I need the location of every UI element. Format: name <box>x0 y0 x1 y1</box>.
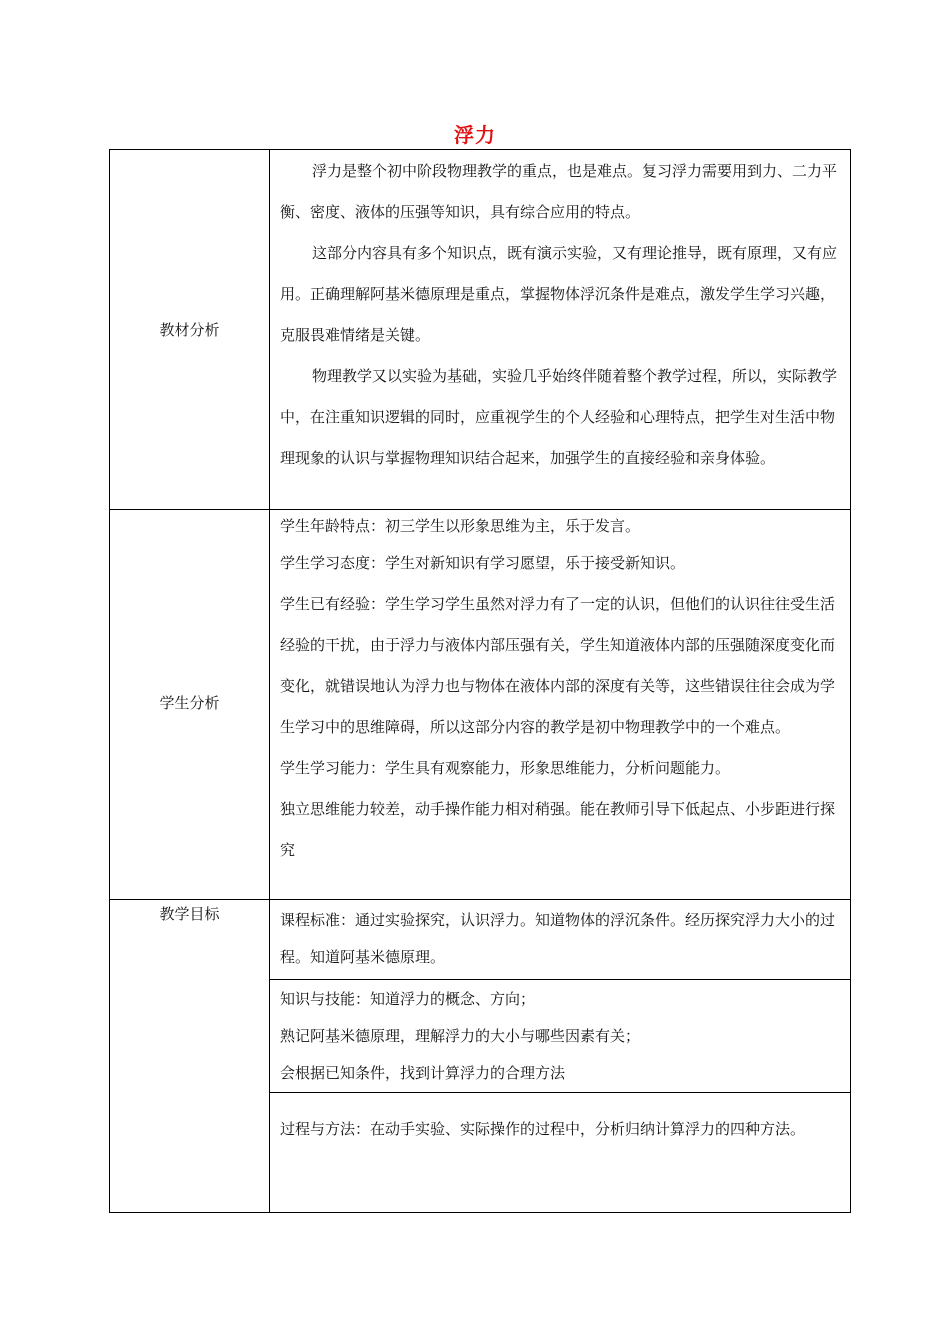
textbook-analysis-label: 教材分析 <box>110 150 270 510</box>
lesson-plan-table <box>109 149 851 1213</box>
paragraph: 过程与方法：在动手实验、实际操作的过程中，分析归纳计算浮力的四种方法。 <box>280 1120 806 1138</box>
textbook-analysis-row <box>110 150 851 510</box>
paragraph: 学生学习态度：学生对新知识有学习愿望，乐于接受新知识。 <box>280 554 686 572</box>
paragraph: 物理教学又以实验为基础，实验几乎始终伴随着整个教学过程，所以，实际教学中，在注重知识逻辑的同时，应重视学生的个人经验和心理特点，把学生对生活中物理现象的认识与掌握物理知识结合起来，加强学生的直接经验和亲身体验。 <box>280 367 838 467</box>
page-title: 浮力 <box>454 123 496 147</box>
paragraph: 学生学习能力：学生具有观察能力，形象思维能力，分析问题能力。 <box>280 759 731 777</box>
paragraph: 独立思维能力较差，动手操作能力相对稍强。能在教师引导下低起点、小步距进行探究 <box>280 800 836 859</box>
paragraph: 会根据已知条件，找到计算浮力的合理方法 <box>280 1064 566 1082</box>
paragraph: 课程标准：通过实验探究，认识浮力。知道物体的浮沉条件。经历探究浮力大小的过程。知道阿基米德原理。 <box>280 911 836 966</box>
paragraph: 浮力是整个初中阶段物理教学的重点，也是难点。复习浮力需要用到力、二力平衡、密度、液体的压强等知识，具有综合应用的特点。 <box>280 162 838 221</box>
teaching-goals-label: 教学目标 <box>110 900 270 1213</box>
student-analysis-content <box>270 510 851 900</box>
paragraph: 学生已有经验：学生学习学生虽然对浮力有了一定的认识，但他们的认识往往受生活经验的干扰，由于浮力与液体内部压强有关，学生知道液体内部的压强随深度变化而变化，就错误地认为浮力也与物体在液体内部的深度有关等，这些错误往往会成为学生学习中的思维障碍，所以这部分内容的教学是初中物理教学中的一个难点。 <box>280 595 836 736</box>
teaching-goals-row <box>110 900 851 980</box>
student-analysis-row <box>110 510 851 900</box>
paragraph: 学生年龄特点：初三学生以形象思维为主，乐于发言。 <box>280 517 641 535</box>
process-methods-cell <box>270 1093 851 1213</box>
paragraph: 知识与技能：知道浮力的概念、方向； <box>280 990 536 1008</box>
paragraph: 熟记阿基米德原理，理解浮力的大小与哪些因素有关； <box>280 1027 641 1045</box>
paragraph: 这部分内容具有多个知识点，既有演示实验，又有理论推导，既有原理，又有应用。正确理解阿基米德原理是重点，掌握物体浮沉条件是难点，激发学生学习兴趣，克服畏难情绪是关键。 <box>280 244 838 344</box>
course-standard-cell <box>270 900 851 980</box>
knowledge-skills-cell <box>270 980 851 1093</box>
student-analysis-label: 学生分析 <box>110 510 270 900</box>
textbook-analysis-content <box>270 150 851 510</box>
